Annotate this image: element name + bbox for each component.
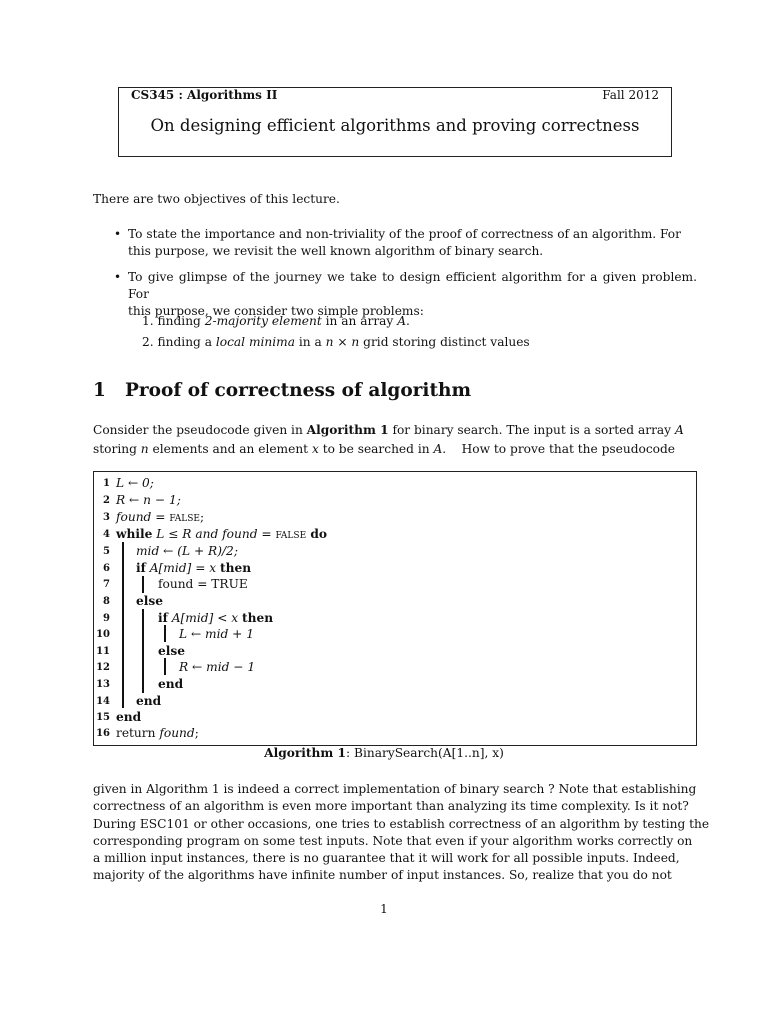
algorithm-box bbox=[93, 471, 697, 746]
paragraph-line: corresponding program on some test inputs. Note that even if your algorithm works correctly on bbox=[93, 833, 693, 848]
caption-label: Algorithm 1 bbox=[264, 746, 347, 760]
paragraph-line: During ESC101 or other occasions, one tries to establish correctness of an algorithm by testing the bbox=[93, 816, 710, 831]
paragraph-line: correctness of an algorithm is even more important than analyzing its time complexity. Is it not? bbox=[93, 799, 689, 814]
problem-emphasis: 2-majority element bbox=[204, 314, 322, 328]
paragraph-line: a million input instances, there is no guarantee that it will work for all possible inputs. Indeed, bbox=[93, 851, 680, 866]
problem-emphasis: local minima bbox=[215, 335, 295, 349]
code-line: return found; bbox=[116, 726, 199, 740]
line-number: 11 bbox=[96, 646, 110, 657]
section-number: 1 bbox=[93, 380, 106, 401]
problem-text: . bbox=[406, 314, 410, 328]
lecture-header-box bbox=[118, 87, 672, 157]
block-indent-bar bbox=[164, 658, 166, 675]
line-number: 5 bbox=[103, 546, 110, 557]
section-paragraph bbox=[93, 422, 697, 458]
line-number: 3 bbox=[103, 512, 110, 523]
code-line: R ← n − 1; bbox=[116, 493, 181, 507]
code-line: end bbox=[158, 677, 184, 691]
page-number: 1 bbox=[380, 902, 388, 916]
problem-number: 2. bbox=[142, 335, 154, 349]
code-line: while L ≤ R and found = false do bbox=[116, 527, 328, 541]
line-number: 14 bbox=[96, 696, 110, 707]
course-title: CS345 : Algorithms II bbox=[131, 88, 278, 102]
problem-text: finding bbox=[157, 314, 205, 328]
line-number: 4 bbox=[103, 529, 110, 540]
line-number: 12 bbox=[96, 662, 110, 673]
code-line: R ← mid − 1 bbox=[179, 660, 256, 674]
lecture-title: On designing efficient algorithms and proving correctness bbox=[150, 116, 640, 135]
block-indent-bar bbox=[122, 542, 124, 708]
code-line: else bbox=[158, 644, 185, 658]
caption-text: : BinarySearch(A[1..n], x) bbox=[346, 746, 504, 760]
line-number: 2 bbox=[103, 495, 110, 506]
paragraph-line: majority of the algorithms have infinite number of input instances. So, realize that you do not bbox=[93, 868, 672, 883]
problem-text: in an array bbox=[321, 314, 398, 328]
objective-line: this purpose, we revisit the well known algorithm of binary search. bbox=[128, 244, 544, 258]
line-number: 15 bbox=[96, 712, 110, 723]
term-label: Fall 2012 bbox=[602, 88, 659, 102]
algorithm-reference: Algorithm 1 bbox=[306, 423, 389, 437]
bullet-icon: • bbox=[114, 270, 122, 284]
objective-line: this purpose, we consider two simple problems: bbox=[128, 304, 424, 318]
section-title: Proof of correctness of algorithm bbox=[125, 380, 472, 401]
paragraph-line: Consider the pseudocode given in Algorithm 1 for binary search. The input is a sorted array A bbox=[93, 423, 684, 437]
code-line: end bbox=[136, 694, 162, 708]
code-line: found = false; bbox=[116, 510, 205, 524]
problem-text: finding a bbox=[157, 335, 216, 349]
bullet-icon: • bbox=[114, 227, 122, 241]
code-line: L ← mid + 1 bbox=[179, 627, 255, 641]
line-number: 9 bbox=[103, 613, 110, 624]
problem-item bbox=[142, 313, 410, 330]
line-number: 8 bbox=[103, 596, 110, 607]
problem-item bbox=[142, 334, 530, 351]
code-line: end bbox=[116, 710, 142, 724]
problem-variable: n × n bbox=[325, 335, 360, 349]
line-number: 6 bbox=[103, 563, 110, 574]
intro-paragraph: There are two objectives of this lecture. bbox=[93, 192, 340, 206]
block-indent-bar bbox=[142, 576, 144, 593]
objective-line: To give glimpse of the journey we take to design efficient algorithm for a given problem. For bbox=[128, 270, 697, 301]
paragraph-line: given in Algorithm 1 is indeed a correct implementation of binary search ? Note that establishing bbox=[93, 782, 697, 796]
block-indent-bar bbox=[164, 625, 166, 642]
problem-text: in a bbox=[294, 335, 326, 349]
line-number: 1 bbox=[103, 478, 110, 489]
code-line: mid ← (L + R)/2; bbox=[136, 544, 238, 558]
problem-number: 1. bbox=[142, 314, 154, 328]
section-heading bbox=[93, 380, 471, 401]
code-line: L ← 0; bbox=[116, 476, 154, 490]
line-number: 10 bbox=[96, 629, 110, 640]
code-line: else bbox=[136, 594, 163, 608]
code-line: if A[mid] = x then bbox=[136, 561, 252, 575]
line-number: 7 bbox=[103, 579, 110, 590]
algorithm-caption bbox=[0, 746, 768, 760]
block-indent-bar bbox=[142, 609, 144, 693]
objective-item bbox=[128, 226, 697, 260]
line-number: 16 bbox=[96, 728, 110, 739]
problem-variable: A bbox=[397, 314, 406, 328]
objective-line: To state the importance and non-triviality of the proof of correctness of an algorithm. For bbox=[128, 227, 681, 241]
line-number: 13 bbox=[96, 679, 110, 690]
closing-paragraph bbox=[93, 781, 710, 885]
problem-text: grid storing distinct values bbox=[359, 335, 530, 349]
paragraph-line: storing n elements and an element x to be searched in A. How to prove that the pseudocode bbox=[93, 441, 676, 456]
code-line: if A[mid] < x then bbox=[158, 611, 274, 625]
code-line: found = TRUE bbox=[158, 577, 248, 591]
